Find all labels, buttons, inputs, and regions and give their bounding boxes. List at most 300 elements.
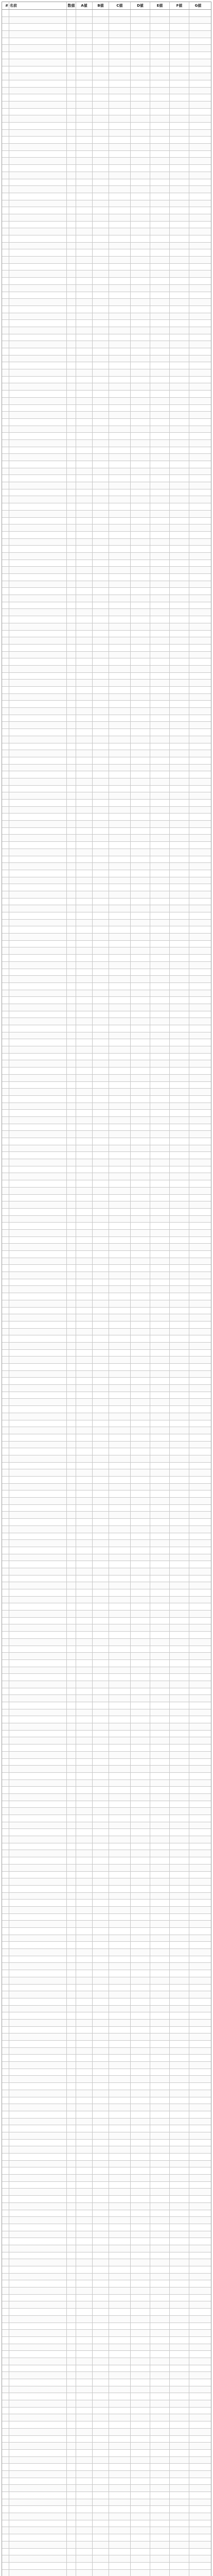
table-cell xyxy=(9,94,67,101)
table-cell xyxy=(189,2231,207,2238)
table-cell xyxy=(76,1427,93,1434)
table-cell xyxy=(2,31,9,38)
table-cell xyxy=(109,1378,131,1384)
table-cell xyxy=(93,1603,109,1610)
table-cell xyxy=(93,158,109,164)
table-cell xyxy=(109,687,131,693)
table-cell xyxy=(67,631,76,637)
table-cell xyxy=(170,2358,189,2365)
table-cell xyxy=(170,926,189,933)
table-cell xyxy=(189,1279,207,1286)
table-cell xyxy=(67,849,76,856)
table-row xyxy=(2,595,211,602)
table-cell xyxy=(189,1448,207,1455)
table-cell xyxy=(189,193,207,200)
table-cell xyxy=(76,426,93,433)
table-cell xyxy=(170,172,189,179)
table-cell xyxy=(150,1681,170,1688)
table-row xyxy=(2,2097,211,2105)
table-cell xyxy=(189,2287,207,2294)
table-row xyxy=(2,1004,211,1011)
table-cell xyxy=(76,2309,93,2315)
table-cell xyxy=(109,765,131,771)
table-cell xyxy=(9,1413,67,1420)
table-cell xyxy=(2,2563,9,2569)
table-cell xyxy=(150,2210,170,2217)
table-cell xyxy=(131,31,150,38)
table-cell xyxy=(67,1004,76,1011)
table-cell xyxy=(150,1865,170,1871)
table-cell xyxy=(131,228,150,235)
table-cell xyxy=(109,419,131,426)
table-cell xyxy=(150,440,170,447)
table-cell xyxy=(170,1082,189,1089)
table-cell xyxy=(189,2471,207,2478)
table-cell xyxy=(150,2033,170,2040)
table-cell xyxy=(189,1681,207,1688)
table-cell xyxy=(76,2252,93,2259)
table-cell xyxy=(67,1032,76,1039)
table-cell xyxy=(131,426,150,433)
table-cell xyxy=(189,45,207,52)
table-cell xyxy=(131,631,150,637)
table-cell xyxy=(9,1801,67,1808)
table-cell xyxy=(131,1526,150,1533)
table-cell xyxy=(93,1046,109,1053)
table-cell xyxy=(170,2161,189,2167)
table-cell xyxy=(9,1209,67,1215)
table-cell xyxy=(150,750,170,757)
table-cell xyxy=(109,524,131,531)
table-row xyxy=(2,115,211,123)
table-cell xyxy=(131,1702,150,1709)
table-cell xyxy=(131,870,150,877)
table-cell xyxy=(150,1166,170,1173)
table-cell xyxy=(170,983,189,990)
table-cell xyxy=(189,1547,207,1554)
table-cell xyxy=(150,2323,170,2330)
table-cell xyxy=(2,1681,9,1688)
table-row xyxy=(2,1244,211,1251)
table-cell xyxy=(189,1357,207,1363)
table-cell xyxy=(67,680,76,686)
table-cell xyxy=(150,1018,170,1025)
table-cell xyxy=(9,2527,67,2534)
table-cell xyxy=(93,1237,109,1244)
table-cell xyxy=(109,701,131,707)
table-cell xyxy=(76,870,93,877)
table-cell xyxy=(93,1371,109,1378)
table-cell xyxy=(150,2062,170,2069)
table-cell xyxy=(9,45,67,52)
table-cell xyxy=(67,1286,76,1293)
table-cell xyxy=(150,1209,170,1215)
table-cell xyxy=(150,461,170,468)
table-cell xyxy=(109,1279,131,1286)
table-cell xyxy=(76,1230,93,1236)
table-cell xyxy=(9,355,67,362)
table-cell xyxy=(150,362,170,369)
table-cell xyxy=(93,1195,109,1201)
table-cell xyxy=(189,1829,207,1836)
table-cell xyxy=(109,863,131,870)
table-cell xyxy=(2,426,9,433)
table-cell xyxy=(67,257,76,263)
table-cell xyxy=(109,461,131,468)
table-cell xyxy=(67,1244,76,1250)
table-cell xyxy=(109,1025,131,1032)
table-cell xyxy=(67,348,76,355)
table-cell xyxy=(170,38,189,45)
table-cell xyxy=(109,299,131,306)
table-cell xyxy=(9,2231,67,2238)
table-cell xyxy=(150,101,170,108)
table-cell xyxy=(2,10,9,16)
table-cell xyxy=(131,1808,150,1815)
table-cell xyxy=(93,1624,109,1631)
table-row xyxy=(2,532,211,539)
table-cell xyxy=(67,369,76,376)
table-cell xyxy=(131,560,150,567)
table-cell xyxy=(170,2048,189,2055)
table-cell xyxy=(189,80,207,87)
table-row xyxy=(2,539,211,546)
table-cell xyxy=(93,214,109,221)
table-row xyxy=(2,1624,211,1632)
table-cell xyxy=(189,1054,207,1060)
table-cell xyxy=(93,814,109,820)
table-cell xyxy=(189,2083,207,2090)
table-cell xyxy=(9,1420,67,1427)
table-cell xyxy=(109,1660,131,1667)
table-cell xyxy=(9,539,67,546)
table-cell xyxy=(150,1039,170,1046)
table-cell xyxy=(131,715,150,722)
table-cell xyxy=(109,249,131,256)
table-cell xyxy=(170,1956,189,1963)
table-cell xyxy=(131,997,150,1004)
table-row xyxy=(2,1794,211,1801)
table-cell xyxy=(131,1427,150,1434)
table-cell xyxy=(170,1223,189,1229)
table-cell xyxy=(170,546,189,552)
table-cell xyxy=(9,1963,67,1970)
table-cell xyxy=(93,1032,109,1039)
table-cell xyxy=(170,1773,189,1780)
table-cell xyxy=(76,172,93,179)
table-cell xyxy=(76,602,93,609)
table-cell xyxy=(170,1893,189,1900)
table-cell xyxy=(170,1554,189,1561)
table-cell xyxy=(93,518,109,524)
table-cell xyxy=(9,1575,67,1582)
table-cell xyxy=(131,1025,150,1032)
table-cell xyxy=(131,405,150,412)
table-cell xyxy=(67,1907,76,1913)
table-cell xyxy=(150,1279,170,1286)
table-cell xyxy=(150,1117,170,1124)
table-cell xyxy=(150,1794,170,1801)
table-cell xyxy=(9,1314,67,1321)
table-cell xyxy=(67,1695,76,1702)
table-cell xyxy=(131,926,150,933)
table-cell xyxy=(150,990,170,997)
table-cell xyxy=(150,1611,170,1617)
table-cell xyxy=(93,1752,109,1758)
table-cell xyxy=(131,2119,150,2125)
table-row xyxy=(2,2386,211,2394)
table-cell xyxy=(170,658,189,665)
table-cell xyxy=(76,1343,93,1349)
table-cell xyxy=(131,1399,150,1405)
table-row xyxy=(2,2175,211,2182)
table-cell xyxy=(189,94,207,101)
table-cell xyxy=(76,560,93,567)
table-row xyxy=(2,2379,211,2386)
table-cell xyxy=(131,1759,150,1766)
table-cell xyxy=(170,193,189,200)
table-cell xyxy=(150,1350,170,1357)
table-row xyxy=(2,405,211,412)
table-cell xyxy=(93,1836,109,1843)
table-cell xyxy=(76,2485,93,2492)
table-cell xyxy=(93,38,109,45)
table-cell xyxy=(76,1597,93,1603)
table-cell xyxy=(109,1533,131,1540)
table-cell xyxy=(93,2365,109,2372)
table-cell xyxy=(131,2549,150,2555)
table-cell xyxy=(131,130,150,137)
table-cell xyxy=(150,962,170,969)
table-row xyxy=(2,123,211,130)
table-cell xyxy=(131,792,150,799)
table-cell xyxy=(76,1244,93,1250)
table-cell xyxy=(109,786,131,792)
table-cell xyxy=(189,2316,207,2323)
table-row xyxy=(2,1075,211,1082)
table-cell xyxy=(150,877,170,884)
table-cell xyxy=(76,687,93,693)
table-cell xyxy=(131,1519,150,1526)
table-cell xyxy=(170,1568,189,1575)
table-cell xyxy=(131,2499,150,2506)
table-cell xyxy=(76,2203,93,2210)
table-cell xyxy=(2,2161,9,2167)
table-cell xyxy=(109,1286,131,1293)
table-cell xyxy=(9,856,67,863)
table-row xyxy=(2,1540,211,1547)
table-cell xyxy=(131,757,150,764)
table-cell xyxy=(2,468,9,475)
table-cell xyxy=(109,1914,131,1921)
table-cell xyxy=(109,391,131,397)
table-cell xyxy=(9,905,67,912)
table-cell xyxy=(189,1067,207,1074)
table-cell xyxy=(93,955,109,961)
table-cell xyxy=(9,243,67,249)
table-cell xyxy=(67,2506,76,2513)
table-cell xyxy=(2,1646,9,1653)
table-cell xyxy=(2,546,9,552)
table-cell xyxy=(67,962,76,969)
table-cell xyxy=(150,1230,170,1236)
table-cell xyxy=(67,1759,76,1766)
table-cell xyxy=(2,1512,9,1518)
table-cell xyxy=(189,1293,207,1300)
table-cell xyxy=(109,1977,131,1984)
table-cell xyxy=(2,341,9,348)
table-cell xyxy=(9,2555,67,2562)
table-cell xyxy=(131,2182,150,2189)
table-cell xyxy=(9,807,67,814)
table-cell xyxy=(170,419,189,426)
table-row xyxy=(2,2492,211,2499)
table-cell xyxy=(170,602,189,609)
table-row xyxy=(2,151,211,158)
table-row xyxy=(2,1731,211,1738)
table-row xyxy=(2,222,211,229)
table-cell xyxy=(93,2140,109,2146)
table-cell xyxy=(93,736,109,743)
table-cell xyxy=(93,835,109,841)
table-cell xyxy=(2,1907,9,1913)
table-cell xyxy=(67,1991,76,1998)
table-cell xyxy=(9,2012,67,2019)
table-cell xyxy=(2,2266,9,2273)
table-cell xyxy=(76,1385,93,1392)
table-row xyxy=(2,1364,211,1371)
table-cell xyxy=(67,2266,76,2273)
table-cell xyxy=(189,2555,207,2562)
table-cell xyxy=(9,1427,67,1434)
table-cell xyxy=(131,1843,150,1850)
table-cell xyxy=(131,172,150,179)
table-cell xyxy=(170,1646,189,1653)
table-row xyxy=(2,369,211,377)
table-cell xyxy=(2,1568,9,1575)
table-cell xyxy=(2,2196,9,2202)
table-cell xyxy=(189,856,207,863)
table-row xyxy=(2,1561,211,1568)
table-cell xyxy=(67,1554,76,1561)
table-cell xyxy=(131,1223,150,1229)
table-cell xyxy=(93,969,109,976)
table-row xyxy=(2,1991,211,1998)
table-cell xyxy=(2,765,9,771)
table-cell xyxy=(131,1173,150,1180)
table-cell xyxy=(131,1949,150,1956)
table-cell xyxy=(9,1505,67,1512)
table-cell xyxy=(189,1329,207,1335)
table-row xyxy=(2,997,211,1004)
table-cell xyxy=(2,1138,9,1145)
table-cell xyxy=(189,1096,207,1103)
table-cell xyxy=(67,588,76,595)
table-cell xyxy=(170,1907,189,1913)
table-cell xyxy=(2,1039,9,1046)
table-cell xyxy=(76,278,93,284)
table-cell xyxy=(131,2393,150,2400)
table-cell xyxy=(93,2146,109,2153)
table-cell xyxy=(9,2499,67,2506)
table-cell xyxy=(131,1674,150,1681)
table-cell xyxy=(150,1378,170,1384)
table-cell xyxy=(189,482,207,489)
table-cell xyxy=(93,2330,109,2336)
table-cell xyxy=(9,31,67,38)
table-cell xyxy=(76,1603,93,1610)
table-cell xyxy=(9,59,67,66)
table-cell xyxy=(9,1597,67,1603)
table-cell xyxy=(170,1597,189,1603)
table-cell xyxy=(150,532,170,538)
table-cell xyxy=(109,2506,131,2513)
table-cell xyxy=(170,595,189,602)
table-cell xyxy=(9,1886,67,1892)
table-cell xyxy=(76,1490,93,1497)
table-cell xyxy=(67,708,76,715)
table-cell xyxy=(131,461,150,468)
table-cell xyxy=(76,299,93,306)
table-cell xyxy=(76,1046,93,1053)
table-cell xyxy=(109,1801,131,1808)
table-cell xyxy=(9,1646,67,1653)
table-cell xyxy=(76,722,93,728)
table-cell xyxy=(9,158,67,164)
table-cell xyxy=(170,814,189,820)
table-cell xyxy=(170,433,189,439)
table-cell xyxy=(2,1300,9,1307)
table-cell xyxy=(67,722,76,728)
table-cell xyxy=(131,1872,150,1878)
table-cell xyxy=(93,1089,109,1095)
table-row xyxy=(2,2450,211,2457)
table-cell xyxy=(67,1843,76,1850)
table-cell xyxy=(67,1455,76,1462)
table-cell xyxy=(109,115,131,122)
table-cell xyxy=(189,1702,207,1709)
table-cell xyxy=(2,17,9,24)
table-cell xyxy=(67,377,76,383)
table-row xyxy=(2,729,211,736)
table-cell xyxy=(109,1723,131,1730)
table-row xyxy=(2,1900,211,1907)
table-cell xyxy=(67,2323,76,2330)
table-cell xyxy=(67,461,76,468)
table-cell xyxy=(131,1956,150,1963)
table-cell xyxy=(2,757,9,764)
table-cell xyxy=(9,750,67,757)
table-cell xyxy=(189,1321,207,1328)
table-cell xyxy=(150,765,170,771)
table-cell xyxy=(109,1872,131,1878)
table-cell xyxy=(2,1131,9,1138)
table-cell xyxy=(109,10,131,16)
table-cell xyxy=(170,1582,189,1589)
table-cell xyxy=(76,1293,93,1300)
table-cell xyxy=(109,313,131,320)
table-cell xyxy=(150,2167,170,2174)
table-cell xyxy=(9,2570,67,2576)
table-cell xyxy=(170,2132,189,2139)
table-cell xyxy=(170,1970,189,1977)
table-cell xyxy=(9,2125,67,2132)
table-row xyxy=(2,2041,211,2048)
table-row xyxy=(2,666,211,673)
table-cell xyxy=(9,10,67,16)
table-cell xyxy=(93,2132,109,2139)
table-cell xyxy=(189,1716,207,1723)
